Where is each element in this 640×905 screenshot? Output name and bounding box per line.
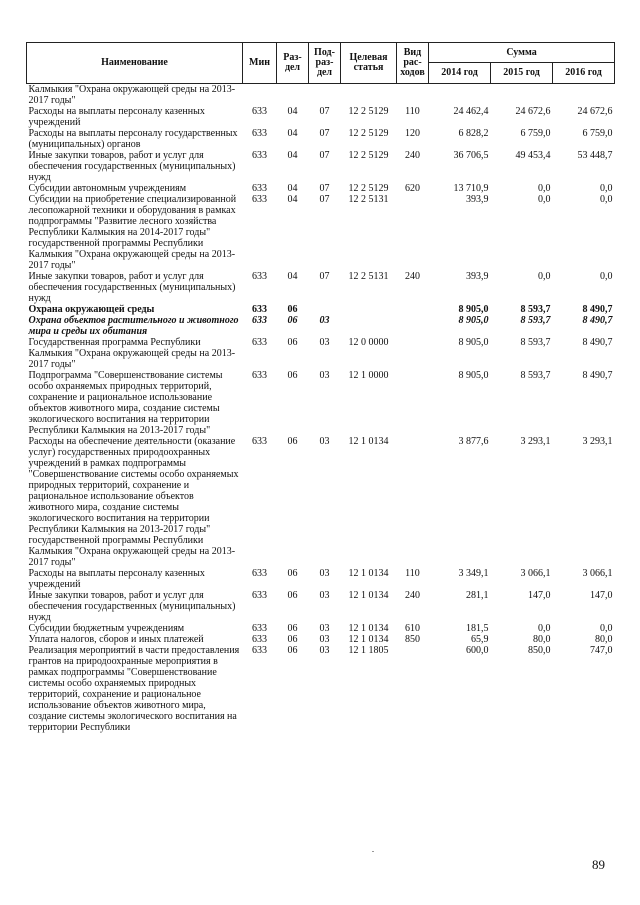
row-value-2014: 8 905,0 [458,370,489,381]
row-name: Субсидии автономным учреждениям [28,183,187,194]
row-value-2015: 8 593,7 [520,304,551,315]
row-value-2014: 24 462,4 [453,106,489,117]
row-vid: 240 [405,150,420,161]
row-value-2016 [553,84,615,107]
row-podrazdel: 03 [319,568,330,579]
row-podrazdel: 03 [319,436,330,447]
header-podrazdel: Под- раз- дел [309,43,341,84]
table-row [27,194,615,271]
header-year-2016: 2016 год [553,63,615,84]
row-celevaya: 12 2 5131 [348,194,389,205]
row-value-2014: 181,5 [466,623,489,634]
row-value-2014: 393,9 [466,194,489,205]
row-name: Расходы на обеспечение деятельности (оказание услуг) государственных природоохранных учреждений в рамках подпрограммы "Совершенствование системы особо охраняемых природных территорий, сохранение и рациональное использование объектов животного мира, создание системы экологического воспитания на территории Республики Калмыкия на 2013-2017 годы" государственной программы Республики Калмыкия "Охрана окружающей среды на 2013-2017 годы" [28,436,239,568]
row-vid [397,194,429,271]
row-razdel: 06 [287,590,298,601]
row-min: 633 [252,370,267,381]
header-name: Наименование [27,43,243,84]
row-value-2016: 0,0 [600,271,613,282]
row-podrazdel: 03 [319,590,330,601]
row-podrazdel: 03 [319,623,330,634]
header-vid: Вид рас- ходов [397,43,429,84]
row-value-2015: 0,0 [538,271,551,282]
row-name: Расходы на выплаты персоналу казенных учреждений [28,106,205,128]
scan-speck [372,851,374,852]
row-celevaya: 12 1 1805 [348,645,389,656]
header-year-2015: 2015 год [491,63,553,84]
row-name: Калмыкия "Охрана окружающей среды на 2013-2017 годы" [28,84,236,106]
table-row [27,150,615,183]
row-value-2015 [491,84,553,107]
page-number: 89 [592,857,605,872]
row-name: Расходы на выплаты персоналу казенных учреждений [28,568,205,590]
row-value-2014 [429,84,491,107]
row-celevaya: 12 2 5129 [348,128,389,139]
row-name: Государственная программа Республики Калмыкия "Охрана окружающей среды на 2013-2017 годы" [28,337,236,370]
row-min: 633 [252,315,267,326]
row-value-2016: 53 448,7 [577,150,613,161]
row-value-2015: 8 593,7 [520,337,551,348]
row-vid: 120 [405,128,420,139]
row-celevaya: 12 2 5129 [348,106,389,117]
row-min: 633 [252,337,267,348]
row-celevaya [341,315,397,337]
row-vid: 850 [405,634,420,645]
budget-table [26,42,615,733]
row-value-2014: 13 710,9 [453,183,489,194]
row-celevaya: 12 1 0134 [348,590,389,601]
row-value-2014: 393,9 [466,271,489,282]
row-razdel: 04 [287,128,298,139]
row-value-2016: 80,0 [595,634,613,645]
row-vid: 620 [405,183,420,194]
row-vid [397,84,429,107]
row-razdel: 04 [287,106,298,117]
row-razdel: 06 [287,645,298,656]
row-podrazdel [309,304,341,315]
row-value-2016: 24 672,6 [577,106,613,117]
row-vid: 240 [405,271,420,282]
row-podrazdel: 03 [319,370,330,381]
table-row [27,590,615,623]
row-name: Охрана окружающей среды [28,304,155,315]
table-row [27,304,615,315]
row-razdel: 06 [287,623,298,634]
row-value-2015: 147,0 [528,590,551,601]
row-value-2015: 8 593,7 [520,315,551,326]
row-celevaya: 12 2 5129 [348,183,389,194]
table-row [27,634,615,645]
header-min: Мин [243,43,277,84]
row-value-2014: 281,1 [466,590,489,601]
row-vid [397,370,429,436]
row-value-2014: 36 706,5 [453,150,489,161]
row-podrazdel [309,84,341,107]
row-razdel [277,84,309,107]
row-vid [397,337,429,370]
row-min: 633 [252,436,267,447]
row-name: Подпрограмма "Совершенствование системы особо охраняемых природных территорий, сохранение и рациональное использование объектов животного мира, создание системы экологического воспитания на территории Республики Калмыкия на 2013-2017 годы" [28,370,223,436]
row-podrazdel: 07 [319,150,330,161]
row-min: 633 [252,271,267,282]
row-value-2015: 8 593,7 [520,370,551,381]
header-razdel: Раз- дел [277,43,309,84]
row-value-2014: 600,0 [466,645,489,656]
table-row [27,370,615,436]
row-podrazdel: 03 [319,645,330,656]
row-razdel: 04 [287,183,298,194]
row-celevaya [341,304,397,315]
row-vid [397,645,429,733]
table-row [27,183,615,194]
row-vid: 610 [405,623,420,634]
row-razdel: 04 [287,271,298,282]
row-podrazdel: 07 [319,106,330,117]
row-razdel: 06 [287,337,298,348]
table-row [27,315,615,337]
row-value-2016: 8 490,7 [582,370,613,381]
row-podrazdel: 07 [319,183,330,194]
table-row [27,84,615,107]
row-value-2014: 65,9 [471,634,489,645]
row-value-2016: 8 490,7 [582,304,613,315]
row-name: Реализация мероприятий в части предоставления грантов на природоохранные мероприятия в рамках подпрограммы "Совершенствование системы особо охраняемых природных территорий, сохранение и рациональное использование объектов животного мира, создание системы экологического воспитания на территории Республики [28,645,240,733]
row-min: 633 [252,194,267,205]
header-celevaya: Целевая статья [341,43,397,84]
row-value-2015: 6 759,0 [520,128,551,139]
row-value-2016: 147,0 [590,590,613,601]
row-value-2016: 3 066,1 [582,568,613,579]
row-min: 633 [252,128,267,139]
row-celevaya: 12 1 0134 [348,634,389,645]
row-podrazdel: 03 [319,634,330,645]
row-value-2014: 3 877,6 [458,436,489,447]
row-celevaya: 12 2 5131 [348,271,389,282]
row-razdel: 06 [287,634,298,645]
table-row [27,106,615,128]
row-min: 633 [252,106,267,117]
table-row [27,271,615,304]
row-celevaya: 12 1 0000 [348,370,389,381]
table-row [27,645,615,733]
row-celevaya [341,84,397,107]
row-razdel: 06 [287,436,298,447]
row-name: Иные закупки товаров, работ и услуг для обеспечения государственных (муниципальных) нужд [28,150,236,183]
row-value-2015: 0,0 [538,623,551,634]
row-name: Уплата налогов, сборов и иных платежей [28,634,204,645]
row-celevaya: 12 1 0134 [348,436,389,447]
row-name: Субсидии бюджетным учреждениям [28,623,185,634]
row-value-2014: 8 905,0 [458,337,489,348]
row-razdel: 04 [287,150,298,161]
row-celevaya: 12 1 0134 [348,623,389,634]
row-value-2015: 49 453,4 [515,150,551,161]
row-value-2016: 747,0 [590,645,613,656]
row-value-2016: 8 490,7 [582,337,613,348]
row-razdel: 06 [287,568,298,579]
table-row [27,623,615,634]
row-vid: 110 [405,106,420,117]
row-vid [397,304,429,315]
row-min: 633 [252,183,267,194]
row-min: 633 [252,150,267,161]
row-min: 633 [252,590,267,601]
row-value-2016: 0,0 [600,623,613,634]
row-value-2014: 3 349,1 [458,568,489,579]
row-vid [397,436,429,568]
row-podrazdel: 07 [319,194,330,205]
header-year-2014: 2014 год [429,63,491,84]
row-value-2014: 8 905,0 [458,304,489,315]
row-min: 633 [252,645,267,656]
row-name: Охрана объектов растительного и животного мира и среды их обитания [28,315,239,337]
row-value-2014: 8 905,0 [458,315,489,326]
row-celevaya: 12 2 5129 [348,150,389,161]
row-value-2015: 80,0 [533,634,551,645]
row-value-2016: 3 293,1 [582,436,613,447]
header-summa: Сумма [429,43,615,63]
row-name: Субсидии на приобретение специализированной лесопожарной техники и оборудования в рамках подпрограммы "Развитие лесного хозяйства Республики Калмыкия на 2014-2017 годы" государственной программы Республики Калмыкия "Охрана окружающей среды на 2013-2017 годы" [28,194,237,271]
row-value-2016: 0,0 [600,194,613,205]
row-value-2016: 6 759,0 [582,128,613,139]
row-value-2015: 0,0 [538,194,551,205]
row-name: Расходы на выплаты персоналу государственных (муниципальных) органов [28,128,238,150]
row-value-2016: 0,0 [600,183,613,194]
row-min: 633 [252,568,267,579]
row-podrazdel: 07 [319,128,330,139]
table-row [27,436,615,568]
row-celevaya: 12 1 0134 [348,568,389,579]
table-row [27,128,615,150]
row-min: 633 [252,304,267,315]
row-value-2015: 24 672,6 [515,106,551,117]
row-min: 633 [252,634,267,645]
row-value-2015: 3 293,1 [520,436,551,447]
table-body [27,84,615,734]
row-min [243,84,277,107]
row-razdel: 04 [287,194,298,205]
row-podrazdel: 07 [319,271,330,282]
row-razdel: 06 [287,370,298,381]
row-value-2014: 6 828,2 [458,128,489,139]
row-podrazdel: 03 [319,337,330,348]
row-vid [397,315,429,337]
row-name: Иные закупки товаров, работ и услуг для обеспечения государственных (муниципальных) нужд [28,271,236,304]
row-podrazdel: 03 [319,315,330,326]
row-value-2015: 850,0 [528,645,551,656]
row-value-2016: 8 490,7 [582,315,613,326]
row-vid: 110 [405,568,420,579]
table-row [27,568,615,590]
row-value-2015: 0,0 [538,183,551,194]
row-razdel: 06 [287,304,298,315]
row-value-2015: 3 066,1 [520,568,551,579]
row-min: 633 [252,623,267,634]
row-vid: 240 [405,590,420,601]
row-razdel: 06 [287,315,298,326]
row-name: Иные закупки товаров, работ и услуг для обеспечения государственных (муниципальных) нужд [28,590,236,623]
row-celevaya: 12 0 0000 [348,337,389,348]
table-row [27,337,615,370]
